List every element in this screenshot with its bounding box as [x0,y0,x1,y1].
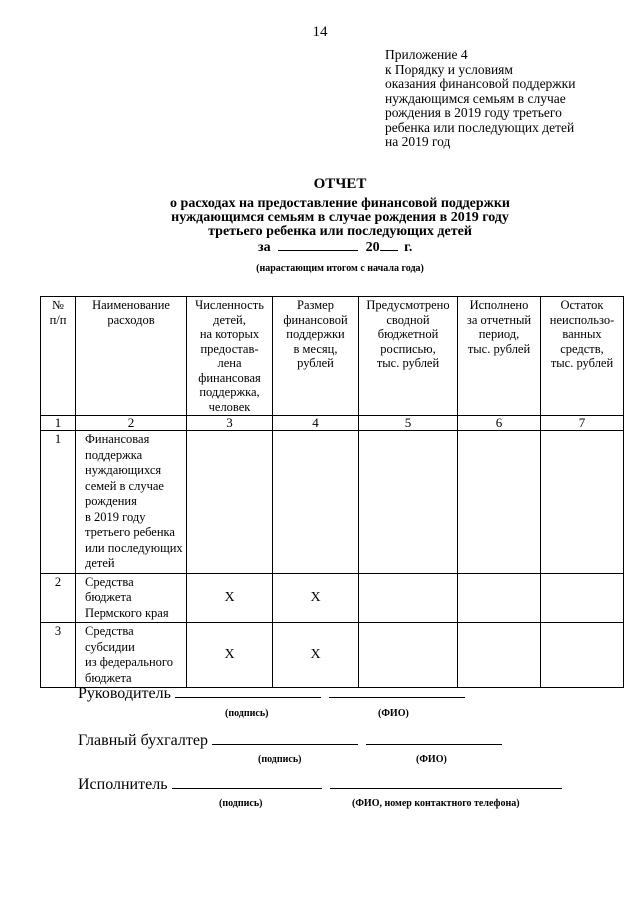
period-prefix: за [258,240,271,255]
header-cell: Наименование расходов [76,297,187,416]
cell-executed [458,623,541,688]
table-row [41,431,624,574]
appendix-line: к Порядку и условиям [385,61,513,77]
report-period [258,238,412,256]
cell-remainder [541,431,624,574]
executor-label: Исполнитель [78,776,168,793]
period-year: 20 [365,240,380,255]
subtitle-line: третьего ребенка или последующих детей [208,224,472,239]
row-number: 3 [41,623,76,688]
accountant-name-caption: (ФИО) [416,754,447,765]
cell-children-count [187,431,273,574]
head-name-caption: (ФИО) [378,708,409,719]
row-name: Средства бюджета Пермского края [76,573,187,623]
cell-executed [458,573,541,623]
appendix-line: оказания финансовой поддержки [385,76,576,91]
cell-support-amount [273,431,359,574]
column-number: 7 [541,416,624,431]
head-label: Руководитель [78,685,171,702]
row-name: Средства субсидии из федерального бюджета [76,623,187,688]
subtitle-line: о расходах на предоставление финансовой поддержки [170,196,510,211]
report-title: ОТЧЕТ [313,176,367,192]
period-blank [278,238,358,251]
head-name-line[interactable] [329,683,465,698]
period-year-blank [380,238,398,251]
page-number: 14 [312,24,328,40]
header-cell: Предусмотрено сводной бюджетной росписью, тыс. рублей [359,297,458,416]
cell-planned [359,573,458,623]
head-signature-caption: (подпись) [225,708,269,719]
cell-planned [359,431,458,574]
report-subtitle [0,197,640,239]
column-number: 4 [273,416,359,431]
cell-children-count: X [187,573,273,623]
header-cell: Остаток неиспользо- ванных средств, тыс. рублей [541,297,624,416]
accountant-label: Главный бухгалтер [78,732,208,749]
appendix-line: нуждающимся семьям в случае [385,90,566,106]
period-suffix: г. [404,240,413,255]
cell-support-amount: X [273,573,359,623]
appendix-line: ребенка или последующих детей [385,119,575,135]
executor-signature-caption: (подпись) [219,798,263,809]
row-name: Финансовая поддержка нуждающихся семей в случае рождения в 2019 году третьего ребенка или последующих детей [76,431,187,574]
accountant-signature [78,730,502,750]
header-cell: Численность детей, на которых предостав- лена финансовая поддержка, человек [187,297,273,416]
column-number-row [41,416,624,431]
executor-name-line[interactable] [330,774,562,789]
appendix-line: на 2019 год [385,134,451,149]
appendix-line: Приложение 4 [385,47,468,62]
report-table [40,296,624,688]
header-row [41,297,624,416]
executor-signature-line[interactable] [172,774,322,789]
header-cell: Размер финансовой поддержки в месяц, рублей [273,297,359,416]
cell-remainder [541,623,624,688]
row-number: 1 [41,431,76,574]
appendix-line: рождения в 2019 году третьего [385,105,562,120]
head-signature-line[interactable] [175,683,321,698]
table-row [41,573,624,623]
row-number: 2 [41,573,76,623]
cumulative-note: (нарастающим итогом с начала года) [256,263,424,274]
cell-support-amount: X [273,623,359,688]
cell-planned [359,623,458,688]
cell-remainder [541,573,624,623]
cell-executed [458,431,541,574]
cell-children-count: X [187,623,273,688]
accountant-name-line[interactable] [366,730,502,745]
column-number: 2 [76,416,187,431]
column-number: 6 [458,416,541,431]
header-cell: № п/п [41,297,76,416]
appendix-note [385,48,635,150]
executor-signature [78,774,562,794]
table-row [41,623,624,688]
head-signature [78,683,465,703]
executor-name-caption: (ФИО, номер контактного телефона) [352,798,520,809]
accountant-signature-caption: (подпись) [258,754,302,765]
header-cell: Исполнено за отчетный период, тыс. рублей [458,297,541,416]
accountant-signature-line[interactable] [212,730,358,745]
column-number: 3 [187,416,273,431]
subtitle-line: нуждающимся семьям в случае рождения в 2019 году [171,210,509,225]
column-number: 1 [41,416,76,431]
column-number: 5 [359,416,458,431]
